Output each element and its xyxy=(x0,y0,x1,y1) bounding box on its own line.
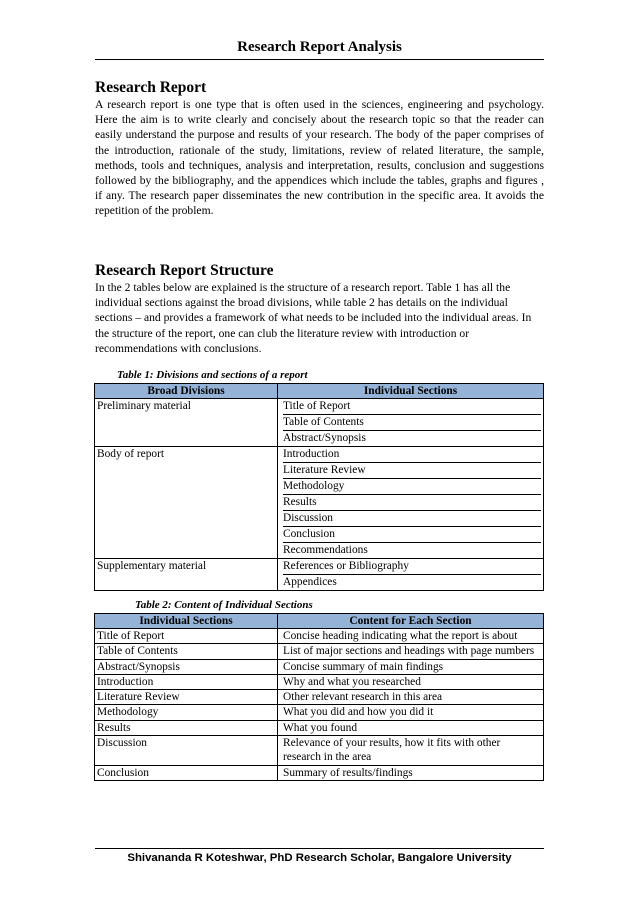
page-footer-author: Shivananda R Koteshwar, PhD Research Scholar, Bangalore University xyxy=(127,852,512,864)
page-header-title: Research Report Analysis xyxy=(237,39,402,55)
table-header-cell: Content for Each Section xyxy=(278,614,544,629)
section-item: Introduction xyxy=(283,447,541,463)
table-row xyxy=(95,736,544,766)
section-content-cell: What you found xyxy=(278,720,544,735)
table-row xyxy=(95,765,544,780)
section-name-cell: Introduction xyxy=(95,674,278,689)
section-item: Conclusion xyxy=(283,527,541,543)
section-item: Title of Report xyxy=(283,399,541,415)
section-name-cell: Methodology xyxy=(95,705,278,720)
division-cell: Preliminary material xyxy=(95,399,278,447)
section-content-cell: Concise summary of main findings xyxy=(278,659,544,674)
table-header-cell: Individual Sections xyxy=(95,614,278,629)
table-row xyxy=(95,629,544,644)
sections-cell xyxy=(278,399,544,447)
division-cell: Body of report xyxy=(95,447,278,559)
table-row xyxy=(95,559,544,591)
section-name-cell: Literature Review xyxy=(95,690,278,705)
section-name-cell: Abstract/Synopsis xyxy=(95,659,278,674)
section-content-cell: List of major sections and headings with page numbers xyxy=(278,644,544,659)
section-heading-report-structure: Research Report Structure xyxy=(95,262,274,279)
section-item: Recommendations xyxy=(283,544,368,556)
section-item: Discussion xyxy=(283,511,541,527)
section-item: Results xyxy=(283,495,541,511)
table-row xyxy=(95,705,544,720)
table-header-cell: Individual Sections xyxy=(278,384,544,399)
section-item: Methodology xyxy=(283,479,541,495)
table2-caption: Table 2: Content of Individual Sections xyxy=(135,599,313,611)
table-row xyxy=(95,690,544,705)
content-table xyxy=(94,613,544,781)
section-item: Abstract/Synopsis xyxy=(283,432,366,444)
table-header-row xyxy=(95,614,544,629)
section-heading-research-report: Research Report xyxy=(95,79,207,96)
section-item: References or Bibliography xyxy=(283,559,541,575)
section-name-cell: Conclusion xyxy=(95,765,278,780)
sections-cell xyxy=(278,559,544,591)
table-row xyxy=(95,720,544,735)
section-content-cell: Summary of results/findings xyxy=(278,765,544,780)
report-structure-paragraph: In the 2 tables below are explained is the structure of a research report. Table 1 has all the individual sections against the broad divisions, while table 2 has details on the individual sections – and provides a framework of what needs to be included into the individual areas. In the structure of the report, one can club the literature review with introduction or recommendations with conclusions. xyxy=(95,281,532,355)
section-item: Table of Contents xyxy=(283,415,541,431)
section-name-cell: Discussion xyxy=(95,736,278,766)
section-name-cell: Results xyxy=(95,720,278,735)
research-report-paragraph: A research report is one type that is often used in the sciences, engineering and psychology. Here the aim is to write clearly and concisely about the research topic so that the reader can easily understand the purpose and results of your research. The body of the paper comprises of the introduction, rationale of the study, limitations, review of related literature, the sample, methods, tools and techniques, analysis and interpretation, results, conclusion and suggestions followed by the bibliography, and the appendices which include the tables, graphs and figures , if any. The research paper disseminates the new contribution in the specific area. It avoids the repetition of the problem. xyxy=(95,98,544,218)
table-row xyxy=(95,447,544,559)
table1-caption: Table 1: Divisions and sections of a report xyxy=(117,369,308,381)
section-content-cell: Concise heading indicating what the report is about xyxy=(278,629,544,644)
footer-divider xyxy=(95,848,544,849)
table-header-row xyxy=(95,384,544,399)
section-content-cell: Relevance of your results, how it fits with other research in the area xyxy=(278,736,544,766)
divisions-table xyxy=(94,383,544,591)
section-content-cell: What you did and how you did it xyxy=(278,705,544,720)
table-row xyxy=(95,399,544,447)
sections-cell xyxy=(278,447,544,559)
division-cell: Supplementary material xyxy=(95,559,278,591)
section-name-cell: Table of Contents xyxy=(95,644,278,659)
table-row xyxy=(95,674,544,689)
table-row xyxy=(95,659,544,674)
header-divider xyxy=(95,59,544,60)
table-row xyxy=(95,644,544,659)
section-content-cell: Why and what you researched xyxy=(278,674,544,689)
section-content-cell: Other relevant research in this area xyxy=(278,690,544,705)
section-item: Literature Review xyxy=(283,463,541,479)
table-header-cell: Broad Divisions xyxy=(95,384,278,399)
section-name-cell: Title of Report xyxy=(95,629,278,644)
section-item: Appendices xyxy=(283,576,337,588)
